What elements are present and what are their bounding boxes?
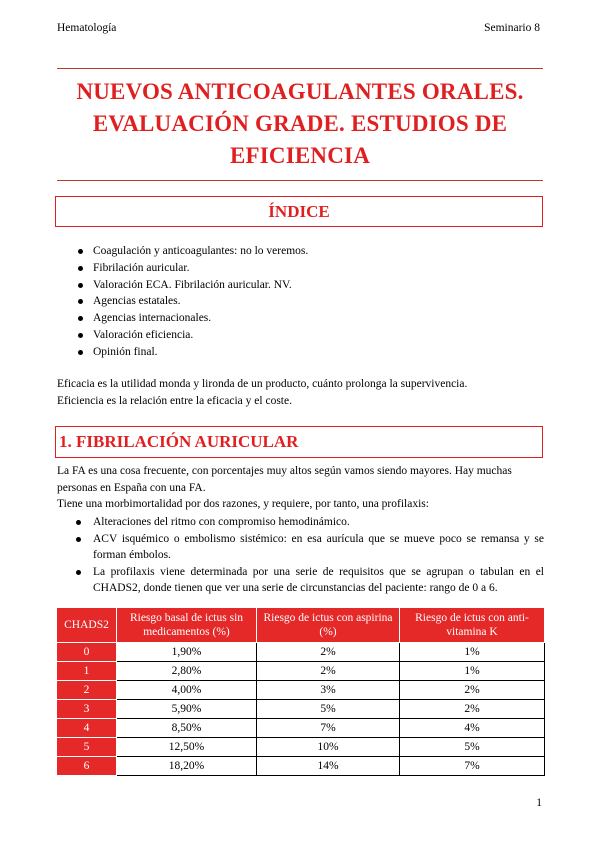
- chads2-score: 2: [57, 681, 117, 700]
- table-cell: 2%: [400, 700, 545, 719]
- table-cell: 2,80%: [117, 662, 257, 681]
- definitions-paragraph: [57, 376, 543, 409]
- table-cell: 4,00%: [117, 681, 257, 700]
- chads2-score: 5: [57, 738, 117, 757]
- chads2-score: 1: [57, 662, 117, 681]
- table-cell: 1%: [400, 662, 545, 681]
- index-item: Opinión final.: [76, 344, 308, 361]
- table-cell: 2%: [257, 643, 400, 662]
- table-cell: 8,50%: [117, 719, 257, 738]
- section-heading-fibrilacion: 1. FIBRILACIÓN AURICULAR: [55, 426, 543, 458]
- table-row: [57, 757, 545, 776]
- bullet-item: La profilaxis viene determinada por una serie de requisitos que se agrupan o tabulan en el CHADS2, donde tienen que ver una serie de circunstancias del paciente: rango de 0 a 6.: [74, 564, 544, 597]
- table-cell: 5,90%: [117, 700, 257, 719]
- table-cell: 14%: [257, 757, 400, 776]
- table-row: [57, 700, 545, 719]
- index-heading: ÍNDICE: [55, 196, 543, 227]
- title-top-rule: [57, 68, 543, 69]
- table-cell: 18,20%: [117, 757, 257, 776]
- index-item: Fibrilación auricular.: [76, 260, 308, 277]
- table-row: [57, 719, 545, 738]
- table-row: [57, 738, 545, 757]
- table-cell: 5%: [400, 738, 545, 757]
- table-cell: 7%: [257, 719, 400, 738]
- table-cell: 5%: [257, 700, 400, 719]
- page-number: 1: [536, 797, 542, 809]
- table-cell: 2%: [257, 662, 400, 681]
- table-row: [57, 662, 545, 681]
- table-cell: 1%: [400, 643, 545, 662]
- chads2-risk-table: [56, 607, 545, 776]
- running-header-subject: Hematología: [57, 22, 117, 34]
- index-item: Coagulación y anticoagulantes: no lo veremos.: [76, 243, 308, 260]
- table-cell: 4%: [400, 719, 545, 738]
- table-cell: 3%: [257, 681, 400, 700]
- index-list: [76, 243, 308, 361]
- chads2-score: 6: [57, 757, 117, 776]
- chads2-score: 4: [57, 719, 117, 738]
- table-row: [57, 643, 545, 662]
- running-header-seminar: Seminario 8: [484, 22, 540, 34]
- index-item: Agencias internacionales.: [76, 310, 308, 327]
- section1-intro: [57, 463, 543, 513]
- col-header-chads2: CHADS2: [57, 608, 117, 643]
- col-header-basal-risk: Riesgo basal de ictus sin medicamentos (%): [117, 608, 257, 643]
- table-cell: 12,50%: [117, 738, 257, 757]
- chads2-score: 0: [57, 643, 117, 662]
- index-item: Valoración ECA. Fibrilación auricular. NV.: [76, 277, 308, 294]
- morbidity-bullet-list: [74, 514, 544, 597]
- title-bottom-rule: [57, 180, 543, 181]
- index-item: Agencias estatales.: [76, 293, 308, 310]
- table-header-row: [57, 608, 545, 643]
- table-row: [57, 681, 545, 700]
- bullet-item: Alteraciones del ritmo con compromiso hemodinámico.: [74, 514, 544, 531]
- table-cell: 7%: [400, 757, 545, 776]
- bullet-item: ACV isquémico o embolismo sistémico: en esa aurícula que se mueve poco se remansa y se forman émbolos.: [74, 531, 544, 564]
- efficacy-definition: Eficacia es la utilidad monda y lironda de un producto, cuánto prolonga la supervivencia.: [57, 378, 468, 390]
- title-line-1: NUEVOS ANTICOAGULANTES ORALES.: [76, 79, 524, 104]
- efficiency-definition: Eficiencia es la relación entre la eficacia y el coste.: [57, 394, 292, 407]
- intro-paragraph-1: La FA es una cosa frecuente, con porcentajes muy altos según vamos siendo mayores. Hay muchas personas en España con una FA.: [57, 465, 512, 494]
- title-line-2: EVALUACIÓN GRADE. ESTUDIOS DE: [92, 111, 508, 136]
- col-header-antivitk-risk: Riesgo de ictus con anti-vitamina K: [400, 608, 545, 643]
- intro-paragraph-2: Tiene una morbimortalidad por dos razones, y requiere, por tanto, una profilaxis:: [57, 498, 429, 511]
- table-cell: 1,90%: [117, 643, 257, 662]
- chads2-score: 3: [57, 700, 117, 719]
- table-cell: 10%: [257, 738, 400, 757]
- index-item: Valoración eficiencia.: [76, 327, 308, 344]
- col-header-aspirin-risk: Riesgo de ictus con aspirina (%): [257, 608, 400, 643]
- document-title: [50, 76, 550, 172]
- table-cell: 2%: [400, 681, 545, 700]
- title-line-3: EFICIENCIA: [229, 143, 371, 168]
